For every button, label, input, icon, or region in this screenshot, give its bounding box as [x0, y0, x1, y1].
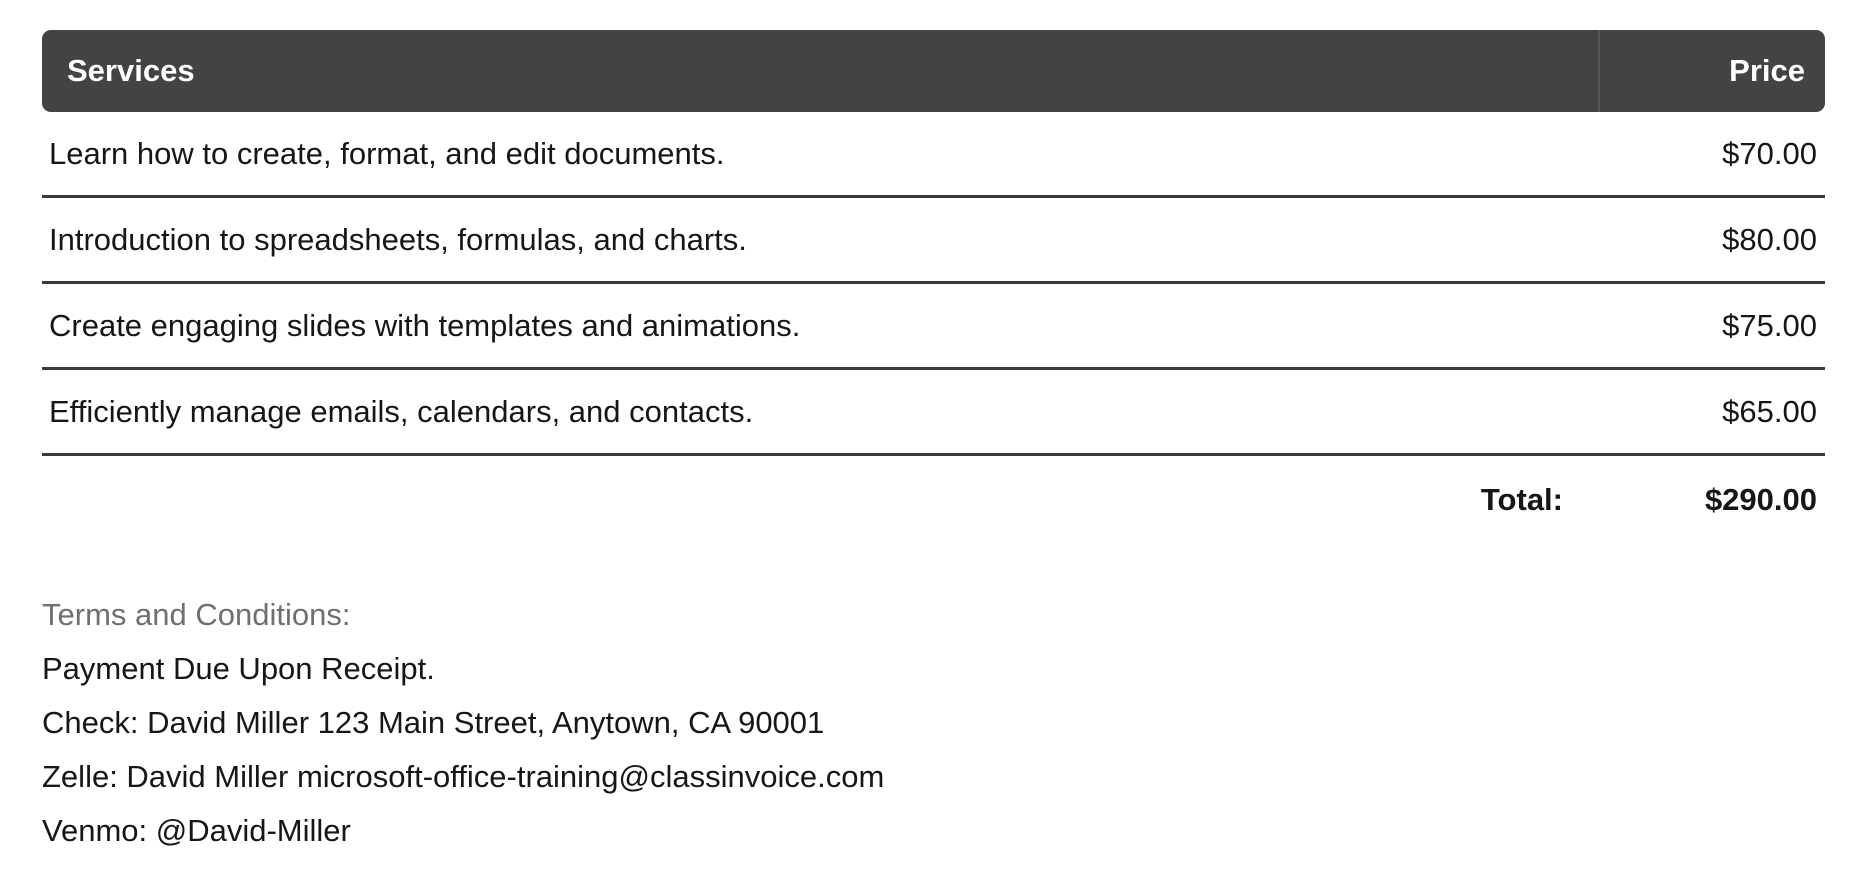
invoice-document — [42, 30, 1825, 858]
service-price: $80.00 — [1722, 221, 1817, 257]
service-price: $65.00 — [1722, 393, 1817, 429]
terms-line-check: Check: David Miller 123 Main Street, Anytown, CA 90001 — [42, 705, 825, 740]
table-row — [42, 198, 1825, 284]
service-description: Create engaging slides with templates and animations. — [49, 307, 801, 343]
terms-and-conditions-section — [42, 588, 1825, 858]
total-amount: $290.00 — [1704, 482, 1817, 517]
table-row — [42, 284, 1825, 370]
terms-line-zelle: Zelle: David Miller microsoft-office-training@classinvoice.com — [42, 759, 885, 794]
price-column-header: Price — [1598, 30, 1825, 112]
terms-line-payment: Payment Due Upon Receipt. — [42, 651, 435, 686]
terms-heading: Terms and Conditions: — [42, 597, 351, 632]
services-column-header: Services — [67, 53, 195, 88]
table-row — [42, 370, 1825, 456]
service-price: $75.00 — [1722, 307, 1817, 343]
total-row — [42, 456, 1825, 544]
table-header-row — [42, 30, 1825, 112]
service-description: Introduction to spreadsheets, formulas, and charts. — [49, 221, 747, 257]
service-description: Learn how to create, format, and edit documents. — [49, 135, 725, 171]
service-description: Efficiently manage emails, calendars, and contacts. — [49, 393, 754, 429]
terms-line-venmo: Venmo: @David-Miller — [42, 813, 351, 848]
total-label: Total: — [1480, 482, 1563, 517]
table-row — [42, 112, 1825, 198]
service-price: $70.00 — [1722, 135, 1817, 171]
